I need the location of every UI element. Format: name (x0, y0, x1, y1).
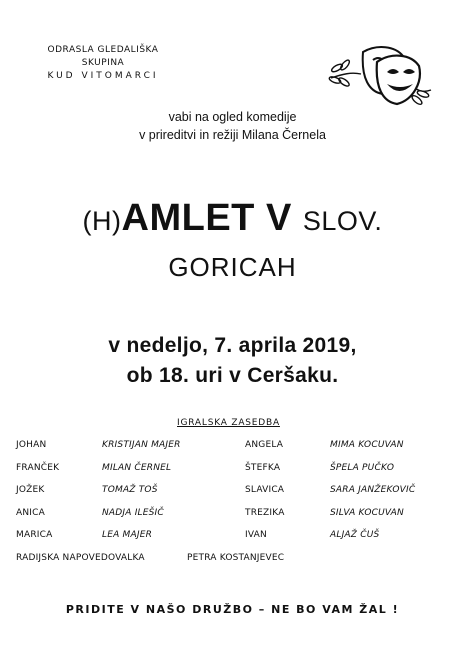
organizer-line-3: KUD VITOMARCI (47, 71, 159, 81)
cast-role: MARICA (16, 530, 53, 541)
cast-role: IVAN (245, 530, 267, 541)
footer-slogan: PRIDITE V NAŠO DRUŽBO – NE BO VAM ŽAL ! (65, 603, 400, 616)
cast-actor: PETRA KOSTANJEVEC (187, 552, 285, 563)
theatre-mask-icon (325, 38, 437, 108)
invitation-text (0, 108, 465, 144)
play-title (0, 196, 465, 285)
cast-row (16, 440, 456, 463)
title-main: AMLET V (121, 197, 292, 239)
invite-line-1: vabi na ogled komedije (168, 110, 297, 124)
cast-role: JOHAN (16, 440, 47, 450)
cast-role: TREZIKA (245, 507, 285, 518)
cast-role: JOŽEK (16, 485, 45, 496)
cast-role: SLAVICA (245, 485, 285, 496)
organizer-block (28, 44, 178, 83)
cast-role: ANGELA (245, 440, 284, 450)
cast-actor: ŠPELA PUČKO (330, 462, 395, 473)
event-line-2: ob 18. uri v Ceršaku. (126, 364, 339, 387)
invite-line-2: v prireditvi in režiji Milana Černela (139, 128, 326, 142)
cast-role: ŠTEFKA (245, 462, 281, 473)
organizer-line-1: ODRASLA GLEDALIŠKA (47, 45, 159, 55)
title-suffix: SLOV. (302, 206, 383, 236)
cast-role: ANICA (16, 507, 45, 518)
title-prefix: (H) (82, 206, 122, 236)
title-line-2: GORICAH (168, 252, 297, 282)
cast-row (16, 553, 456, 576)
cast-actor: KRISTIJAN MAJER (102, 440, 181, 450)
cast-actor: MILAN ČERNEL (102, 462, 172, 473)
organizer-line-2: SKUPINA (81, 58, 125, 68)
cast-actor: SILVA KOCUVAN (330, 507, 404, 518)
cast-actor: NADJA ILEŠIČ (102, 507, 164, 518)
cast-row (16, 508, 456, 531)
cast-actor: SARA JANŽEKOVIČ (330, 485, 416, 496)
cast-actor: TOMAŽ TOŠ (102, 485, 158, 496)
cast-row (16, 463, 456, 486)
cast-actor: MIMA KOCUVAN (330, 440, 404, 450)
cast-actor: ALJAŽ ČUŠ (330, 530, 380, 541)
event-date (0, 331, 465, 391)
cast-role: FRANČEK (16, 462, 60, 473)
cast-row (16, 530, 456, 553)
cast-list (16, 440, 456, 576)
cast-actor: LEA MAJER (102, 530, 153, 541)
cast-heading: IGRALSKA ZASEDBA (177, 418, 280, 428)
event-line-1: v nedeljo, 7. aprila 2019, (108, 334, 357, 357)
cast-row (16, 485, 456, 508)
cast-role: RADIJSKA NAPOVEDOVALKA (16, 552, 145, 563)
